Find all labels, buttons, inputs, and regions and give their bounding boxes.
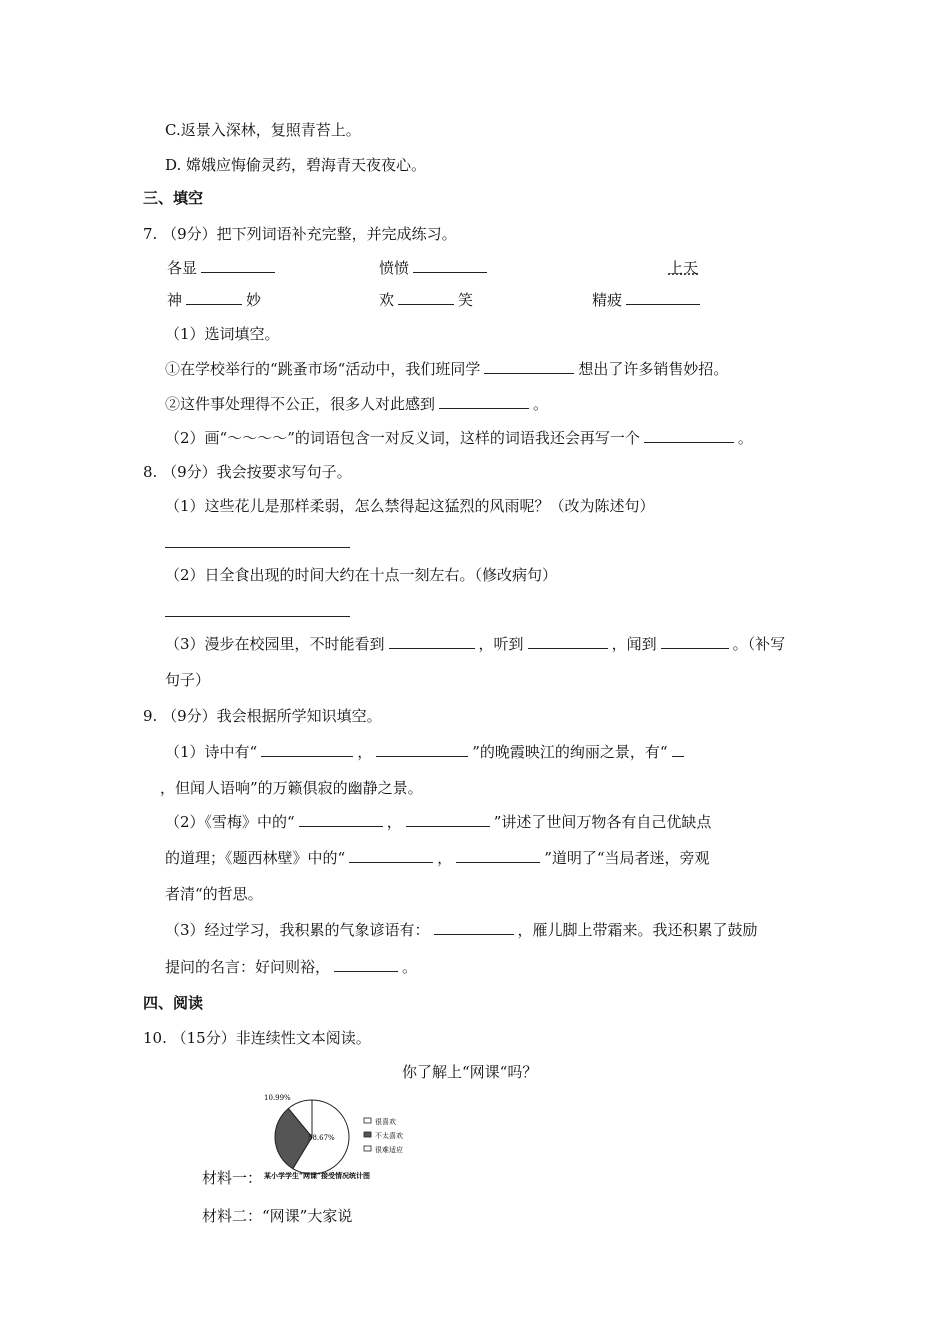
q7-word6: 精疲: [592, 290, 704, 310]
q8-stem: 8. （9分）我会按要求写句子。: [143, 463, 352, 481]
q7-word5: 欢 笑: [379, 291, 474, 309]
legend-label: 很喜欢: [375, 1118, 396, 1126]
legend-swatch: [364, 1132, 371, 1137]
q7-word4: 神 妙: [167, 291, 262, 309]
pie-label-large: 58.67%: [308, 1134, 335, 1142]
q7-word2: 愤愤: [379, 258, 491, 278]
q9-part1: （1）诗中有“ ， ”的晚霞映江的绚丽之景，有“: [165, 742, 688, 762]
q9-part2-end: 者清“的哲思。: [165, 885, 263, 903]
q7-sentence2: ②这件事处理得不公正，很多人对此感到 。: [165, 395, 549, 413]
legend-label: 很难适应: [375, 1146, 403, 1154]
material-2-label: 材料二：“网课”大家说: [202, 1207, 353, 1225]
material-1-label: 材料一：: [202, 1169, 263, 1187]
q7-word1: 各显: [167, 258, 279, 278]
q10-title: 你了解上“网课“吗？: [402, 1063, 538, 1081]
q7-part2: （2）画“～～～～”的词语包含一对反义词，这样的词语我还会再写一个 。: [165, 429, 753, 447]
answer-line[interactable]: [165, 547, 350, 548]
q7-part1: （1）选词填空。: [165, 325, 280, 343]
answer-line[interactable]: [165, 616, 350, 617]
pie-label-small: 10.99%: [264, 1094, 291, 1102]
q8-part2: （2）日全食出现的时间大约在十点一刻左右。（修改病句）: [165, 566, 558, 584]
legend-label: 不太喜欢: [375, 1132, 403, 1140]
q7-sentence1: ①在学校举行的“跳蚤市场“活动中，我们班同学 想出了许多销售妙招。: [165, 360, 729, 378]
legend-swatch: [364, 1118, 371, 1123]
section-heading-fill: 三、填空: [143, 189, 204, 207]
option-d: D. 嫦娥应悔偷灵药，碧海青天夜夜心。: [165, 156, 427, 174]
q10-stem: 10. （15分）非连续性文本阅读。: [143, 1029, 371, 1047]
q7-stem: 7. （9分）把下列词语补充完整，并完成练习。: [143, 225, 457, 243]
q8-part1: （1）这些花儿是那样柔弱，怎么禁得起这猛烈的风雨呢？（改为陈述句）: [165, 497, 655, 515]
q9-part1-cont: ，但闻人语响”的万籁俱寂的幽静之景。: [160, 779, 423, 797]
q9-part2: （2）《雪梅》中的“ ， ”讲述了世间万物各有自己优缺点: [165, 813, 712, 831]
chart-caption: 某小学学生“网课”接受情况统计图: [264, 1171, 371, 1180]
option-c: C.返景入深林，复照青苔上。: [165, 121, 361, 139]
q8-part3: （3）漫步在校园里，不时能看到 ，听到 ，闻到 。（补写: [165, 635, 786, 653]
section-heading-reading: 四、阅读: [143, 994, 204, 1012]
legend-swatch: [364, 1146, 371, 1151]
q8-part3-cont: 句子）: [165, 671, 211, 689]
pie-chart: [262, 1090, 422, 1180]
q9-stem: 9. （9分）我会根据所学知识填空。: [143, 707, 382, 725]
q7-word3: 上天: [668, 259, 699, 277]
q9-part3: （3）经过学习，我积累的气象谚语有： ，雁儿脚上带霜来。我还积累了鼓励: [165, 921, 758, 939]
q9-part3-cont: 提问的名言：好问则裕， 。: [165, 958, 418, 976]
q9-part2-cont: 的道理；《题西林壁》中的“ ， ”道明了“当局者迷，旁观: [165, 849, 710, 867]
